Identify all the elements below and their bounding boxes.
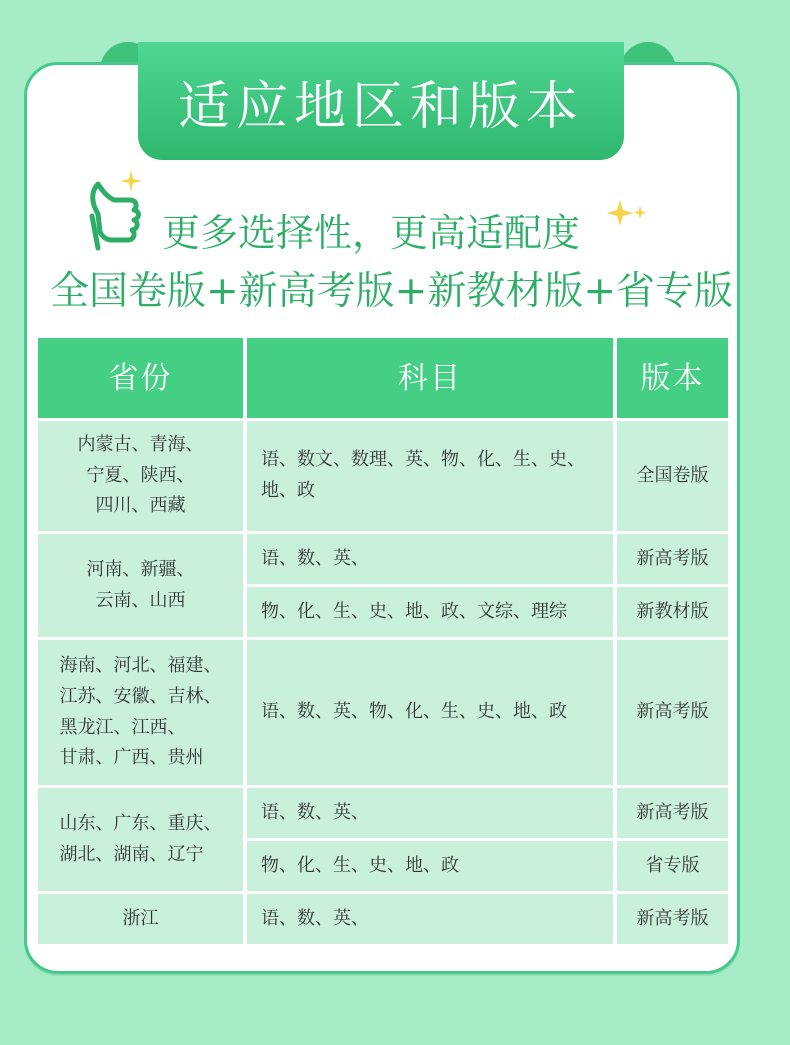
- subjects-cell: [247, 421, 613, 531]
- province-cell: 浙江: [38, 894, 243, 944]
- subjects-cell: 物、化、生、史、地、政、文综、理综: [247, 587, 613, 637]
- province-cell: [38, 640, 243, 785]
- sparkle-icon: [118, 168, 144, 194]
- subjects-cell: 语、数、英、物、化、生、史、地、政: [247, 640, 613, 785]
- version-cell: 新高考版: [617, 534, 728, 584]
- subtitle-versions: 全国卷版+新高考版+新教材版+省专版: [50, 269, 734, 314]
- province-cell: [38, 534, 243, 637]
- subjects-text: 语、数文、数理、英、物、化、生、史、 地、政: [261, 449, 585, 501]
- version-cell: 新高考版: [617, 640, 728, 785]
- province-text: 山东、广东、重庆、 湖北、湖南、辽宁: [59, 812, 222, 865]
- subjects-cell: 语、数、英、: [247, 894, 613, 944]
- subjects-cell: 语、数、英、: [247, 788, 613, 838]
- subjects-cell: 物、化、生、史、地、政: [247, 841, 613, 891]
- version-cell: 全国卷版: [617, 421, 728, 531]
- province-text: 海南、河北、福建、 江苏、安徽、吉林、 黑龙江、江西、 甘肃、广西、贵州: [59, 655, 222, 769]
- header-subjects: 科目: [247, 338, 613, 418]
- header-province: 省份: [38, 338, 243, 418]
- province-cell: [38, 788, 243, 891]
- subtitle-selection: 更多选择性，更高适配度: [162, 211, 581, 255]
- title-banner: [138, 42, 624, 160]
- version-cell: 省专版: [617, 841, 728, 891]
- header-version: 版本: [617, 338, 728, 418]
- province-cell: [38, 421, 243, 531]
- subjects-cell: 语、数、英、: [247, 534, 613, 584]
- version-cell: 新高考版: [617, 788, 728, 838]
- version-cell: 新高考版: [617, 894, 728, 944]
- sparkle-icon: [606, 196, 648, 228]
- version-cell: 新教材版: [617, 587, 728, 637]
- province-text: 内蒙古、青海、 宁夏、陕西、 四川、西藏: [77, 434, 204, 517]
- page-title: 适应地区和版本: [177, 76, 584, 137]
- province-text: 河南、新疆、 云南、山西: [86, 558, 195, 611]
